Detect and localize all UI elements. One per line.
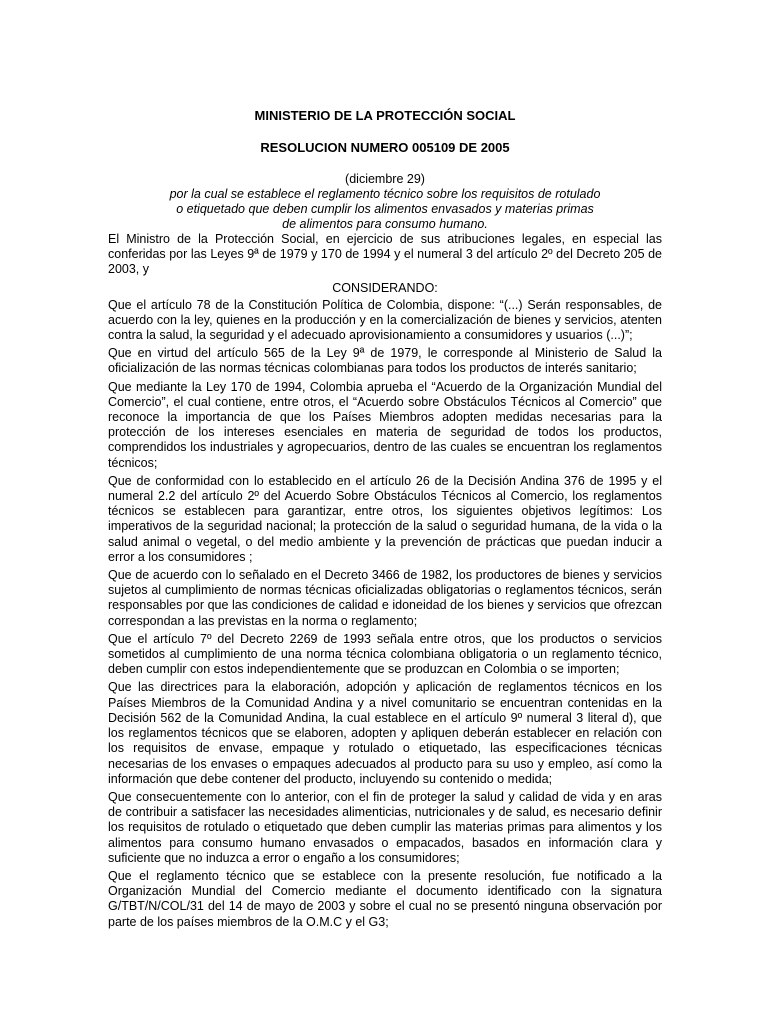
considerando-paragraph: Que las directrices para la elaboración, adopción y aplicación de reglamentos técnicos en los Países Miembros de la Comunidad Andina y a nivel comunitario se encuentran contenidas en la Decisión 562 de la Comunidad Andina, la cual establece en el artículo 9º numeral 3 literal d), que los reglamentos técnicos que se elaboren, adopten y apliquen deberán establecer en relación con los requisitos de envase, empaque y rotulado o etiquetado, las especificaciones técnicas necesarias de los envases o empaques adecuados al producto para su uso y empleo, así como la información que debe contener del producto, incluyendo su contenido o medida; [108, 680, 662, 786]
subtitle-line: por la cual se establece el reglamento técnico sobre los requisitos de rotulado [169, 187, 601, 201]
document-page [108, 108, 662, 933]
ministry-title: MINISTERIO DE LA PROTECCIÓN SOCIAL [254, 108, 516, 123]
considerando-paragraph: Que el artículo 78 de la Constitución Política de Colombia, dispone: “(...) Serán responsables, de acuerdo con la ley, quienes en la producción y en la comercialización de bienes y servicios, atenten contra la salud, la seguridad y el adecuado aprovisionamiento a consumidores y usuarios (...)”; [108, 297, 662, 343]
considerando-paragraph: Que de conformidad con lo establecido en el artículo 26 de la Decisión Andina 376 de 1995 y el numeral 2.2 del artículo 2º del Acuerdo Sobre Obstáculos Técnicos al Comercio, los reglamentos técnicos se establecen para garantizar, entre otros, los siguientes objetivos legítimos: Los imperativos de la seguridad nacional; la protección de la salud o seguridad humana, de la vida o la salud animal o vegetal, o del medio ambiente y la prevención de prácticas que puedan inducir a error a los consumidores ; [108, 473, 662, 564]
subtitle-line: de alimentos para consumo humano. [282, 217, 488, 231]
resolution-number: RESOLUCION NUMERO 005109 DE 2005 [260, 140, 510, 155]
considerando-paragraph: Que consecuentemente con lo anterior, con el fin de proteger la salud y calidad de vida y en aras de contribuir a satisfacer las necesidades alimenticias, nutricionales y de salud, es necesario definir los requisitos de rotulado o etiquetado que deben cumplir las materias primas para alimentos y los alimentos para consumo humano envasados o empacados, basados en información clara y suficiente que no induzca a error o engaño a los consumidores; [108, 789, 662, 865]
considerando-heading: CONSIDERANDO: [332, 280, 438, 295]
resolution-date: (diciembre 29) [345, 172, 425, 186]
considerando-paragraph: Que mediante la Ley 170 de 1994, Colombia aprueba el “Acuerdo de la Organización Mundial del Comercio”, el cual contiene, entre otros, el “Acuerdo sobre Obstáculos Técnicos al Comercio” que reconoce la importancia de que los Países Miembros adopten medidas necesarias para la protección de los intereses esenciales en materia de seguridad de todos los productos, comprendidos los industriales y agropecuarios, dentro de las cuales se encuentran los reglamentos técnicos; [108, 379, 662, 470]
considerando-paragraph: Que en virtud del artículo 565 de la Ley 9ª de 1979, le corresponde al Ministerio de Salud la oficialización de las normas técnicas colombianas para todos los productos de interés sanitario; [108, 346, 662, 376]
intro-paragraph: El Ministro de la Protección Social, en ejercicio de sus atribuciones legales, en especial las conferidas por las Leyes 9ª de 1979 y 170 de 1994 y el numeral 3 del artículo 2º del Decreto 205 de 2003, y [108, 232, 662, 277]
considerando-paragraph: Que de acuerdo con lo señalado en el Decreto 3466 de 1982, los productores de bienes y servicios sujetos al cumplimiento de normas técnicas oficializadas obligatorias o reglamentos técnicos, serán responsables por que las condiciones de calidad e idoneidad de los bienes y servicios que ofrezcan correspondan a las previstas en la norma o reglamento; [108, 568, 662, 628]
considerando-paragraph: Que el reglamento técnico que se establece con la presente resolución, fue notificado a la Organización Mundial del Comercio mediante el documento identificado con la signatura G/TBT/N/COL/31 del 14 de mayo de 2003 y sobre el cual no se presentó ninguna observación por parte de los países miembros de la O.M.C y el G3; [108, 868, 662, 929]
considerando-paragraph: Que el artículo 7º del Decreto 2269 de 1993 señala entre otros, que los productos o servicios sometidos al cumplimiento de una norma técnica colombiana obligatoria o un reglamento técnico, deben cumplir con estos independientemente que se produzcan en Colombia o se importen; [108, 631, 662, 677]
subtitle-line: o etiquetado que deben cumplir los alimentos envasados y materias primas [176, 202, 594, 216]
